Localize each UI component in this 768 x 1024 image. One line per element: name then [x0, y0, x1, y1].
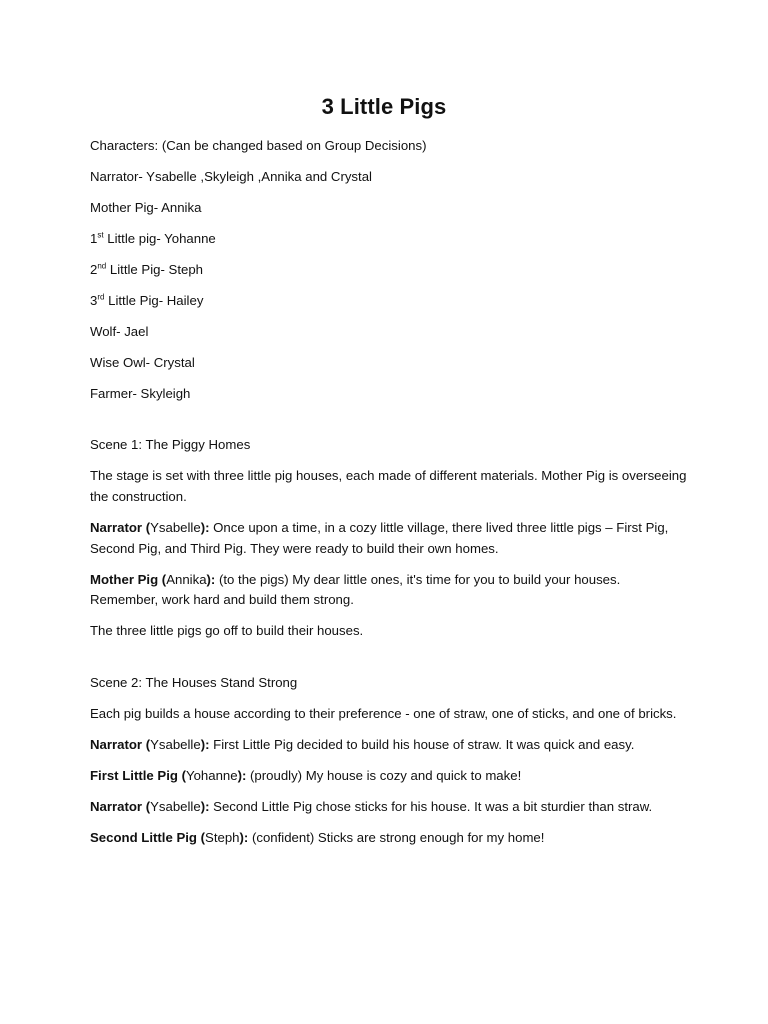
speaker-close: ): [200, 798, 210, 814]
character-mother-pig: Mother Pig- Annika [90, 199, 202, 215]
character-owl: Wise Owl- Crystal [90, 354, 195, 370]
dialogue-text: (proudly) My house is cozy and quick to make! [246, 767, 522, 783]
scene2-dialogue-narrator-1 [90, 735, 690, 756]
scene1-dialogue-mother-pig [90, 570, 690, 611]
speaker-role: First Little Pig ( [90, 767, 186, 783]
document-title: 3 Little Pigs [321, 94, 447, 119]
character-wolf: Wolf- Jael [90, 323, 149, 339]
character-third-pig [90, 291, 690, 312]
speaker-role: Narrator ( [90, 736, 151, 752]
character-text: Little Pig- Hailey [104, 292, 204, 308]
character-first-pig [90, 229, 690, 250]
speaker-role: Narrator ( [90, 798, 151, 814]
ordinal-suffix: nd [97, 261, 107, 271]
speaker-actor: Ysabelle [150, 736, 201, 752]
character-second-pig [90, 260, 690, 281]
speaker-close: ): [200, 520, 210, 536]
speaker-actor: Annika [166, 571, 207, 587]
dialogue-text: (confident) Sticks are strong enough for my home! [248, 829, 545, 845]
ordinal-number: 1 [90, 230, 98, 246]
character-farmer: Farmer- Skyleigh [90, 385, 191, 401]
speaker-role: Mother Pig ( [90, 571, 167, 587]
ordinal-number: 2 [90, 261, 98, 277]
speaker-close: ): [206, 571, 216, 587]
scene1-heading: Scene 1: The Piggy Homes [90, 437, 251, 453]
speaker-actor: Yohanne [185, 767, 238, 783]
speaker-close: ): [237, 767, 247, 783]
scene2-heading: Scene 2: The Houses Stand Strong [90, 674, 298, 690]
character-text: Little pig- Yohanne [103, 230, 216, 246]
character-narrator: Narrator- Ysabelle ,Skyleigh ,Annika and Crystal [90, 168, 372, 184]
scene1-setting: The stage is set with three little pig houses, each made of different materials. Mother Pig is overseeing the construction. [90, 468, 687, 505]
dialogue-text: Second Little Pig chose sticks for his house. It was a bit sturdier than straw. [209, 798, 653, 814]
ordinal-suffix: st [97, 230, 104, 240]
speaker-actor: Ysabelle [150, 798, 201, 814]
scene1-exit: The three little pigs go off to build their houses. [90, 623, 364, 639]
spacer [90, 415, 690, 436]
speaker-role: Narrator ( [90, 520, 151, 536]
ordinal-suffix: rd [97, 292, 105, 302]
speaker-actor: Ysabelle [150, 520, 201, 536]
ordinal-number: 3 [90, 292, 98, 308]
scene2-dialogue-second-pig [90, 828, 690, 849]
document-body [90, 136, 690, 859]
scene1-dialogue-narrator [90, 518, 690, 559]
scene2-dialogue-first-pig [90, 766, 690, 787]
speaker-actor: Steph [205, 829, 240, 845]
scene2-setting: Each pig builds a house according to their preference - one of straw, one of sticks, and one of bricks. [90, 705, 677, 721]
dialogue-text: First Little Pig decided to build his house of straw. It was quick and easy. [209, 736, 635, 752]
characters-intro: Characters: (Can be changed based on Group Decisions) [90, 138, 427, 153]
speaker-role: Second Little Pig ( [90, 829, 206, 845]
spacer [90, 652, 690, 673]
speaker-close: ): [239, 829, 249, 845]
character-text: Little Pig- Steph [106, 261, 204, 277]
dialogue-text: Once upon a time, in a cozy little village, there lived three little pigs – First Pig, Second Pig, and Third Pig. They were ready to build their own homes. [90, 520, 669, 556]
scene2-dialogue-narrator-2 [90, 797, 690, 818]
speaker-close: ): [200, 736, 210, 752]
dialogue-text: (to the pigs) My dear little ones, it's time for you to build your houses. Remember, work hard and build them strong. [90, 571, 621, 608]
